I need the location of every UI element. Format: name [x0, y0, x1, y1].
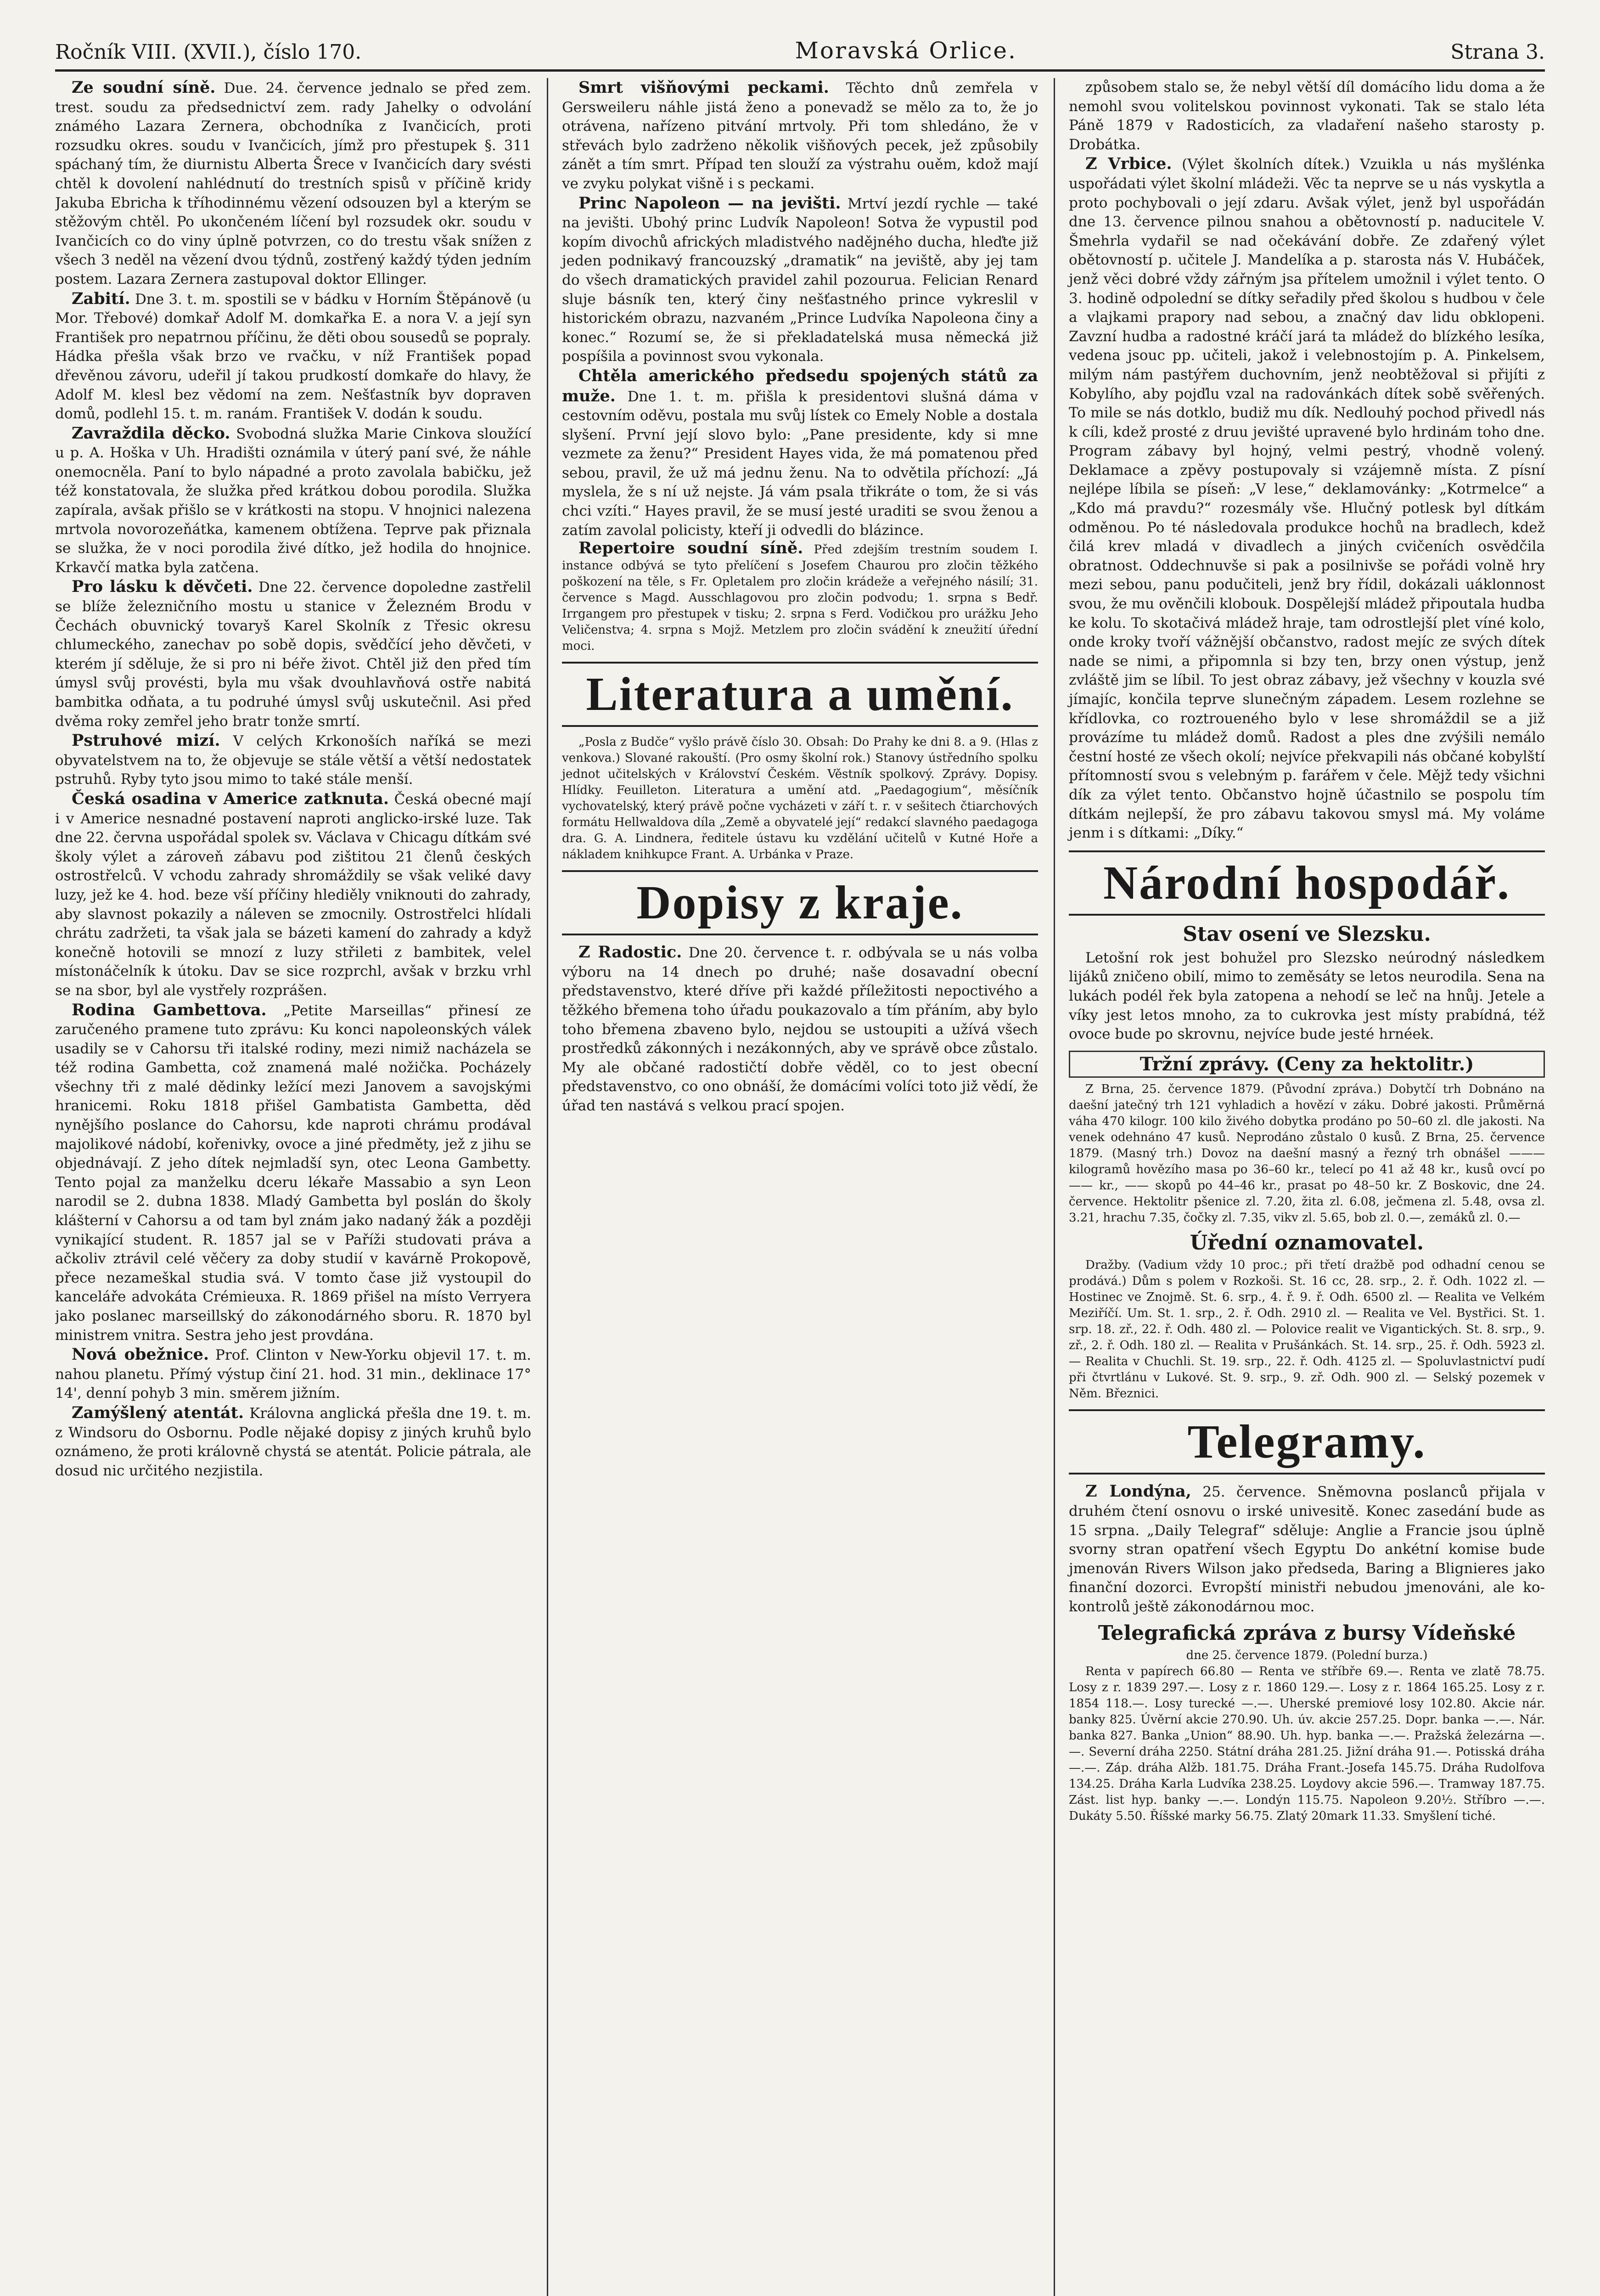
- article: Smrt višňovými peckami. Těchto dnů zemřela v Gersweileru náhle jistá ženo a ponevadž se mělo za to, že jo otrávena, nařízeno pitvání mrtvoly. Při tom shledáno, že v střevách bylo zadrženo několik višňových pecek, jež způsobily zánět a tím smrt. Případ ten slouží za výstrahu ouěm, kdož mají ve zvyku polykat višně i s peckami.: [562, 78, 1038, 192]
- column-1: [55, 78, 531, 2296]
- column-3: [1054, 78, 1545, 2296]
- subheading: Stav osení ve Slezsku.: [1183, 922, 1431, 946]
- market-heading: Tržní zprávy. (Ceny za hektolitr.): [1069, 1051, 1545, 1078]
- official-heading: Úřední oznamovatel.: [1190, 1231, 1424, 1255]
- article: Rodina Gambettova. „Petite Marseillas“ přinesí ze zaručeného pramene tuto zprávu: Ku konci napoleonských válek usadily se v Cahorsu tři italské rodiny, mezi nimiž nacházela se též rodina Gambetta, což znamená malé nožička. Pocházely všechny tři z malé dědinky ležící mezi Janovem a savojskými hranicemi. Roku 1818 přišel Gambatista Gambetta, děd nynějšího poslance do Cahorsu, kde naproti chrámu prodával majolikové nádobí, kořenivky, ovoce a jiné předměty, jež z jihu se objednávají. Z jeho dítek nejmladší syn, otec Leona Gambetty. Tento pojal za manželku dceru lékaře Massabio a syn Leon narodil se 2. dubna 1838. Mladý Gambetta byl poslán do školy klášterní v Cahorsu a od tam byl znám jako nadaný žák a později vynikající student. R. 1857 jal se v Paříži studovati práva a ačkoliv ztrávil celé věčery za doby studií v kavárně Prokopově, přece nezameškal studia svá. V tomto čase již vystoupil do kanceláře advokáta Crémieuxa. R. 1869 přišel na místo Verryera jako poslanec marseillský do zákonodárného sboru. R. 1870 byl ministrem vnitra. Sestra jeho jest provdána.: [55, 1000, 531, 1344]
- article: Renta v papírech 66.80 — Renta ve stříbře 69.—. Renta ve zlatě 78.75. Losy z r. 1839 297.—. Losy z r. 1860 129.—. Losy z r. 1864 165.25. Losy z r. 1854 118.—. Losy turecké —.—. Uherské premiové losy 102.80. Akcie nár. banky 825. Úvěrní akcie 270.90. Uh. úv. akcie 257.25. Dopr. banka —.—. Nár. banka 827. Banka „Union“ 88.90. Uh. hyp. banka —.—. Pražská železárna —.—. Severní dráha 2250. Státní dráha 281.25. Jižní dráha 91.—. Potisská dráha —.—. Záp. dráha Alžb. 181.75. Dráha Frant.-Josefa 145.75. Dráha Rudolfova 134.25. Dráha Karla Ludvíka 238.25. Loydovy akcie 596.—. Tramway 187.75. Zást. list hyp. banky —.—. Londýn 115.75. Napoleon 9.20½. Stříbro —.—. Dukáty 5.50. Říšské marky 56.75. Zlatý 20mark 11.33. Smyšlení tiché.: [1069, 1665, 1545, 1823]
- section-heading-economy: Národní hospodář.: [1069, 850, 1545, 916]
- section-heading-letters: Dopisy z kraje.: [562, 870, 1038, 935]
- article: Letošní rok jest bohužel pro Slezsko neúrodný následkem lijáků zničeno obilí, mimo to zeměsáty se letos neurodila. Sena na lukách podél řek byla zatopena a nehodí se leč na hnůj. Jetele a víky jest letos mnoho, za to cukrovka jest místy prabídná, též ovoce bude po skrovnu, nejvíce bude jesté hrnéek.: [1069, 949, 1545, 1043]
- article: Pstruhové mizí. V celých Krkonoších naříká se mezi obyvatelstvem na to, že objevuje se stále větší a větší nedostatek pstruhů. Ryby tyto jsou mimo to také stále menší.: [55, 731, 531, 788]
- article: „Posla z Budče“ vyšlo právě číslo 30. Obsah: Do Prahy ke dni 8. a 9. (Hlas z venkova.) Slované rakouští. (Pro osmy školní rok.) Stanovy ústředního spolku jednot učitelských v Království Českém. Věstník spolkový. Zprávy. Dopisy. Hlídky. Feuilleton. Literatura a umění atd. „Paedagogium“, měsíčník vychovatelský, který právě počne vycházeti v září t. r. v sešitech čtiarchových formátu Hellwaldova díla „Země a obyvatelé její“ redakcí slavného paedagoga dra. G. A. Lindnera, ředitele ústavu ku vzdělání učitelů v Kutné Hoře a nákladem knihkupce Frant. A. Urbánka v Praze.: [562, 735, 1038, 862]
- bourse-date: dne 25. července 1879. (Polední burza.): [1186, 1649, 1428, 1663]
- article: Zabití. Dne 3. t. m. spostili se v bádku v Horním Štěpánově (u Mor. Třebové) domkař Adolf M. domkařka E. a nora V. a její syn František pro nepatrnou příčinu, že děti obou sousedů se popraly. Hádka přešla však brzo ve rvačku, v níž František popad dřevěnou závoru, udeřil jí takou prudkostí domkaře do hlavy, že Adolf M. klesl bez vědomí na zem. Nešťastník byv dopraven domů, podlehl 15. t. m. ranám. František V. dodán k soudu.: [55, 289, 531, 422]
- page-number: Strana 3.: [1450, 40, 1545, 64]
- article: Z Vrbice. (Výlet školních dítek.) Vzuikla u nás myšlénka uspořádati výlet školní mládeži. Věc ta neprve se u nás vyskytla a proto pochybovali o její zdaru. Avšak výlet, jenž byl uspořádán dne 13. července pilnou snahou a obětovností p. naducitele V. Šmehrla vydařil se nad očekávání dobře. Ze zdařený výlet obětovností p. učitele J. Mandelíka a p. starosta nás V. Hubáček, jenž věci dobré vždy zářným jsa přítelem umožnil i výlet tento. O 3. hodině odpolední se dítky seřadily před školou s hudbou v čele a vlajkami prapory nad sebou, a značný dav lidu obklopeni. Zavzní hudba a radostné kráčí jará ta mládež do blízkého lesíka, vedena jsouc pp. učiteli, jakož i velebnostojím p. A. Pinkelsem, milým nám pastýřem duchovním, jenž neobtěžoval si přijíti z Kobylího, aby pojďlu vzal na radovánkách dítek sobě svěřených. To mile se nás dotklo, budiž mu dík. Nedlouhý pochod přivedl nás k cíli, kdež prosté z druu jevišté upravené bylo hrdinám toho dne. Program zábavy byl hojný, velmi pestrý, vhodně volený. Deklamace a zpěvy postupovaly si vzájemně místa. Z písní nejlépe líbila se píseň: „V lese,“ deklamovánky: „Kotrmelce“ a „Kdo má pravdu?“ rozesmály vše. Hlučný potlesk byl dítkám odměnou. Po té následovala produkce hochů na bradlech, kdež čilá krev mladá v divadlech a jiných cvičeních osvědčila obratnost. Oddechnuvše si pak a posilnivše se pořádi volně hry mezi sebou, panu podučiteli, jenž bry řídil, dokázali uáklonnost svou, že mu ověnčili klobouk. Dospělejší mládež připoutala hudba ke kolu. To skotačivá mládež hraje, tam odrostlejší plet víné kolo, onde kroky tvoří vážnější občanstvo, radost mejíc ze svých dítek nade se nimi, a připomnla si bzy ten, brzy onen výstup, jenž zvláště jim se líbil. To jest obraz zábavy, jež všechny v kouzla své jímajíc, končila teprve slunečným západem. Lesem rozlehne se křídlovka, co roztroueného bylo v lese shromáždil se a již provázíme tu mládež domů. Radost a ples dne zvýšili nemálo čestní hosté ze všech okolí; nejvíce překvapili nás občané kobylští přítomností svou s velebným p. farářem v čele. Mějž tedy všichni dík za výlet tento. Občanstvo hojně účastnilo se pospolu tím dítkám nejlepší, že pro zábavu takovou smysl má. My voláme jenm i s dítkami: „Díky.“: [1069, 154, 1545, 842]
- article: Zavraždila děcko. Svobodná služka Marie Cinkova sloužící u p. A. Hoška v Uh. Hradišti oznámila v úterý paní své, že náhle onemocněla. Paní to bylo nápadné a proto zavolala babičku, jež též konstatovala, že služka před krátkou dobou porodila. Služka zapírala, avšak přišlo se v krátkosti na stopu. V hnojnici nalezena mrtvola novorozeňátka, kamenem obtížena. Teprve pak přiznala se služka, že v noci porodila živé dítko, jež hodila do hnojnice. Krkavčí matka byla zatčena.: [55, 423, 531, 576]
- article: způsobem stalo se, že nebyl větší díl domácího lidu doma a že nemohl svou volitelskou povinnost vykonati. Tak se stalo léta Páně 1879 v Radosticích, za vladaření našeho starosty p. Drobátka.: [1069, 79, 1545, 153]
- issue-info: Ročník VIII. (XVII.), číslo 170.: [55, 40, 362, 64]
- column-2: [547, 78, 1038, 2296]
- article: Nová obežnice. Prof. Clinton v New-Yorku objevil 17. t. m. nahou planetu. Přímý výstup činí 21. hod. 31 min., deklinace 17° 14', denní pohyb 3 min. směrem jižním.: [55, 1345, 531, 1402]
- section-heading-literature: Literatura a umění.: [562, 662, 1038, 727]
- article: Česká osadina v Americe zatknuta. Česká obecné mají i v Americe nesnadné postavení naproti anglicko-irské luze. Tak dne 22. června uspořádal spolek sv. Václava v Chicagu dítkám své školy výlet a zároveň zábavu pod zištitou 21 členů českých ostrostřelců. V vchodu zahrady shromáždily se však veliké davy luzy, jež ke 4. hod. beze vší příčiny hlediěly vniknouti do zahrady, aby slavnost pokazily a náleven se zmocnily. Ostrostřelci hlídali chrátu zadržeti, ta však jala se bázeti kamení do zahrady a když konečně hotovili se mnozí z luzy střileti z bambitek, velel místonáčelník k útoku. Dav se sice rozprchl, avšak v brzku vrhl se na sbor, byl ale vystřely rozprášen.: [55, 789, 531, 999]
- article: Pro lásku k děvčeti. Dne 22. července dopoledne zastřelil se blíže železničního mostu u stanice v Železném Brodu v Čechách obuvnický tovaryš Karel Skolník z Třesic okresu chlumeckého, zanechav po sobě dopis, svědčící jeho děvčeti, v kterém jí sděluje, že si pro ni béře život. Chtěl již den před tím úmysl svůj provésti, byla mu však dvouhlavňová ostře nabitá bambitka odňata, a tu podruhé úmysl svůj uskutečnil. Asi před dvěma roky zemřel jeho bratr tonže smrtí.: [55, 577, 531, 730]
- article: Z Londýna, 25. července. Sněmovna poslanců přijala v druhém čtení osnovu o irské univesitě. Konec zasedání bude as 15 srpna. „Daily Telegraf“ sděluje: Anglie a Francie jsou úplně svorny stran opatření všech Egyptu Do ankétní komise bude jmenován Rivers Wilson jako předseda, Baring a Blignieres jako finanční dozorci. Evropští ministři nebudou jmenováni, ale ko-kontrolů ještě zákonodárnou moc.: [1069, 1482, 1545, 1615]
- article: Z Radostic. Dne 20. července t. r. odbývala se u nás volba výboru na 14 dnech po druhé; naše dosavadní obecní představenstvo, které dříve při každé příležitosti nepoctivého a těžkého břemena toho úřadu poukazovalo a tím přáním, aby bylo toho břemena zbaveno bylo, nejdou se ustoupiti a užívá všech prostředků zákonných i nezákonných, aby ve správě obce zůstalo. My ale občané radostičtí dobře věděl, co to jest obecní představenstvo, co ono obnáší, že domácími volíci toto již vědí, že úřad ten nastává s velkou prací spojen.: [562, 943, 1038, 1114]
- bourse-heading: Telegrafická zpráva z bursy Vídeňské: [1098, 1621, 1516, 1645]
- article: Repertoire soudní síně. Před zdejším trestním soudem I. instance odbývá se tyto přelíčení s Josefem Chaurou pro zločin těžkého poškození na těle, s Fr. Opletalem pro zločin krádeže a veřejného násilí; 31. července s Magd. Ausschlagovou pro zločin podvodu; 1. srpna s Bedř. Irrgangem pro přestupek v tisku; 2. srpna s Ferd. Vodičkou pro urážku Jeho Veličenstva; 4. srpna s Mojž. Metzlem pro zločin svádění k zneužití úřední moci.: [562, 539, 1038, 653]
- article: Chtěla amerického předsedu spojených států za muže. Dne 1. t. m. přišla k presidentovi slušná dáma v cestovním oděvu, postala mu svůj lístek co Emely Noble a dostala slyšení. První její slovo bylo: „Pane presidente, kdy si mne vezmete za ženu?“ President Hayes vida, že má pomatenou před sebou, pravil, že už má jednu ženu. Na to odvětila příchozí: „Já myslela, že s ní už nejste. Já vám psala třikráte o tom, že si vás chci vzíti.“ Hayes pravil, že se musí jesté uraditi se svou ženou a zatím zavolal policisty, kteří ji odvedli do blázince.: [562, 366, 1038, 539]
- article: Zamýšlený atentát. Královna anglická přešla dne 19. t. m. z Windsoru do Osbornu. Podle nějaké dopisy z jiných kruhů bylo oznámeno, že proti královně chystá se atentát. Policie pátrala, ale dosud nic určitého nezjistila.: [55, 1403, 531, 1479]
- section-heading-telegrams: Telegramy.: [1069, 1409, 1545, 1474]
- article: Dražby. (Vadium vždy 10 proc.; při třetí dražbě pod odhadní cenou se prodává.) Dům s polem v Rozkoši. St. 16 cc, 28. srp., 2. ř. Odh. 1022 zl. — Hostinec ve Znojmě. St. 6. srp., 4. ř. 9. ř. Odh. 6500 zl. — Realita ve Velkém Meziříčí. Um. St. 1. srp., 2. ř. Odh. 2910 zl. — Realita ve Vel. Bystřici. St. 1. srp. 18. zř., 22. ř. Odh. 480 zl. — Polovice realit ve Vigantických. St. 8. srp., 9. zř., 2. ř. Odh. 180 zl. — Realita v Prušánkách. St. 14. srp., 25. ř. Odh. 5923 zl. — Realita v Chuchli. St. 19. srp., 22. ř. Odh. 4125 zl. — Spoluvlastnictví pudí při čtvrtlánu v Lukové. St. 9. srp., 9. zř. Odh. 900 zl. — Selský pozemek v Něm. Březnici.: [1069, 1258, 1545, 1401]
- article: Princ Napoleon — na jevišti. Mrtví jezdí rychle — také na jevišti. Ubohý princ Ludvík Napoleon! Sotva že vypustil pod kopím divochů afrických mladistvého nadějného ducha, hleďte již jeden podnikavý francouzský „dramatik“ na jeviště, aby jej tam do všech dramatických pravidel zahil pozourua. Felician Renard sluje básník ten, který činy nešťastného prince vykreslil v historickém obrazu, nazvaném „Prince Ludvíka Napoleona činy a konec.“ Rozumí se, že si překladatelská musa německá již pospíšila a povinnost svou vykonala.: [562, 193, 1038, 365]
- masthead: [55, 36, 1545, 72]
- article: Ze soudní síně. Due. 24. července jednalo se před zem. trest. soudu za předsednictví zem. rady Jahelky o odvolání známého Lazara Zernera, obchodníka z Ivančicích, proti rozsudku okres. soudu v Ivančicích, jímž pro přestupek §. 311 spáchaný tím, že diurnistu Alberta Šrece v Ivančicích dary svésti chtěl k dovolení nahlédnutí do trestních spisů v příčině kridy Jakuba Ebricha k tříhodinnému vězení odsouzen byl a kterým se stěžovým chtěl. Po ukončeném líčení byl rozsudek okr. soudu v Ivančicích co do viny úplně potvrzen, co do trestu však snížen z všech 3 neděl na vězení dvou týdnů, zostřený každý týden jedním postem. Lazara Zernera zastupoval doktor Ellinger.: [55, 78, 531, 287]
- newspaper-title: Moravská Orlice.: [795, 37, 1017, 64]
- article: Z Brna, 25. července 1879. (Původní zpráva.) Dobytčí trh Dobnáno na daešní jatečný trh 121 vyhladich a hovězí v záku. Dobré jakosti. Průměrná váha 470 kilogr. 100 kilo živého dobytka prodáno po 50–60 zl. dle jakosti. Na venek odehnáno 47 kusů. Neprodáno zůstalo 0 kusů. Z Brna, 25. července 1879. (Masný trh.) Dovoz na daešní masný a řezný trh obnášel ——— kilogramů hovězího masa po 36–60 kr., telecí po 41 až 48 kr., kusů ovcí po —— kr., —— skopů po 44–46 kr., prasat po 48–50 kr. Z Boskovic, dne 24. července. Hektolitr pšenice zl. 7.20, žita zl. 6.08, ječmena zl. 5.48, ovsa zl. 3.21, hrachu 7.35, čočky zl. 7.35, vikv zl. 5.65, bob zl. 0.—, zemáků zl. 0.—: [1069, 1082, 1545, 1225]
